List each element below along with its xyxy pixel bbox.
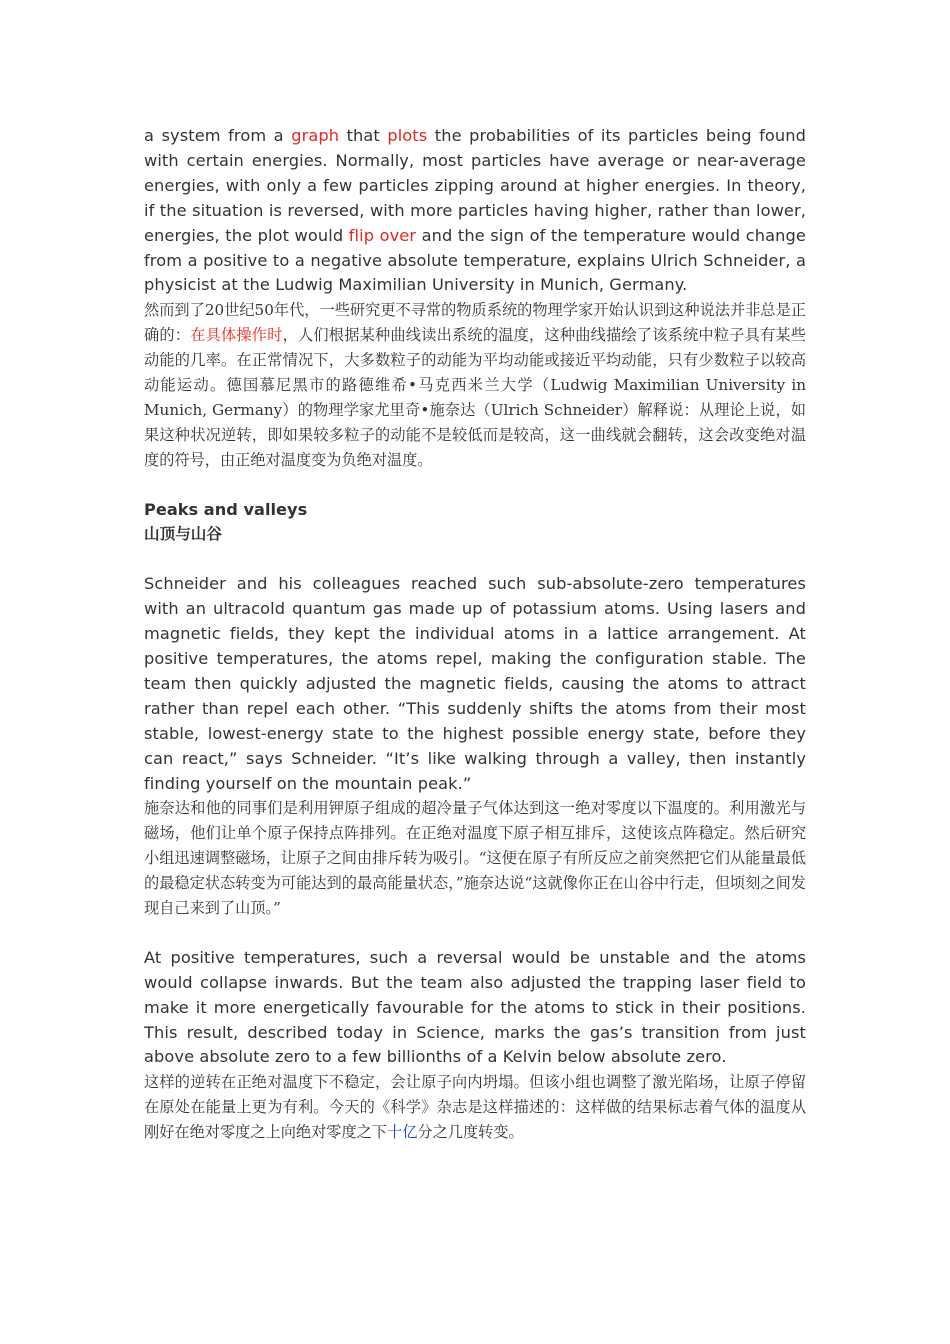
- paragraph-en-1: [144, 124, 806, 298]
- text-run: that: [339, 126, 388, 145]
- vocab-graph: graph: [291, 126, 340, 145]
- text-run: a system from a: [144, 126, 292, 145]
- vocab-flip-over: flip over: [348, 225, 417, 245]
- paragraph-zh-1: [144, 298, 806, 472]
- text-run: 这样的逆转在正绝对温度下不稳定，会让原子向内坍塌。但该小组也调整了激光陷场，让原子停留在原处在能量上更为有利。今天的《科学》杂志是这样描述的：这样做的结果标志着气体的温度从刚好在绝对零度之上向绝对零度之下: [144, 1073, 806, 1142]
- vocab-plots: plots: [387, 126, 428, 145]
- section-heading-zh: 山顶与山谷: [144, 524, 222, 544]
- vocab-billion: 十亿: [387, 1123, 418, 1142]
- section-heading-en: Peaks and valleys: [144, 499, 308, 519]
- paragraph-en-2: Schneider and his colleagues reached such sub-absolute-zero temperatures with an ultracold quantum gas made up of potassium atoms. Using lasers and magnetic fields, they kept the individual atoms in a lattice arrangement. At positive temperatures, the atoms repel, making the configuration stable. The team then quickly adjusted the magnetic fields, causing the atoms to attract rather than repel each other. “This suddenly shifts the atoms from their most stable, lowest-energy state to the highest possible energy state, before they can react,” says Schneider. “It’s like walking through a valley, then instantly finding yourself on the mountain peak.”: [144, 574, 806, 793]
- paragraph-zh-2: 施奈达和他的同事们是利用钾原子组成的超冷量子气体达到这一绝对零度以下温度的。利用激光与磁场，他们让单个原子保持点阵排列。在正绝对温度下原子相互排斥，这使该点阵稳定。然后研究小组迅速调整磁场，让原子之间由排斥转为吸引。“这便在原子有所反应之前突然把它们从能量最低的最稳定状态转变为可能达到的最高能量状态，”施奈达说“这就像你正在山谷中行走，但顷刻之间发现自己来到了山顶。”: [144, 799, 806, 918]
- text-run: ，人们根据某种曲线读出系统的温度，这种曲线描绘了该系统中粒子具有某些动能的几率。在正常情况下，大多数粒子的动能为平均动能或接近平均动能，只有少数粒子以较高动能运动。德国慕尼黑市的路德维希•马克西米兰大学（Ludwig Maximilian University in Munich, Germany）的物理学家尤里奇•施奈达（Ulrich Schneider）解释说：从理论上说，如果这种状况逆转，即如果较多粒子的动能不是较低而是较高，这一曲线就会翻转，这会改变绝对温度的符号，由正绝对温度变为负绝对温度。: [144, 326, 807, 469]
- paragraph-en-3: At positive temperatures, such a reversal would be unstable and the atoms would collapse inwards. But the team also adjusted the trapping laser field to make it more energetically favourable for the atoms to stick in their positions. This result, described today in Science, marks the gas’s transition from just above absolute zero to a few billionths of a Kelvin below absolute zero.: [144, 947, 806, 1067]
- text-run: 然而到了20世纪50年代，一些研究更不寻常的物质系统的物理学家开始认识到这种说法并非总是正确的：: [144, 301, 806, 345]
- text-run: the probabilities of its particles being found with certain energies. Normally, most particles have average or near-average energies, with only a few particles zipping around at higher energies. In theory, if the situation is reversed, with more particles having higher, rather than lower, energies, the plot would: [144, 126, 806, 245]
- article-body: [144, 124, 806, 1145]
- text-run: and the sign of the temperature would change from a positive to a negative absolute temperature, explains Ulrich Schneider, a physicist at the Ludwig Maximilian University in Munich, Germany.: [144, 225, 806, 295]
- paragraph-zh-3: [144, 1070, 806, 1145]
- text-run: 分之几度转变。: [417, 1123, 524, 1142]
- vocab-in-practice: 在具体操作时: [190, 326, 283, 345]
